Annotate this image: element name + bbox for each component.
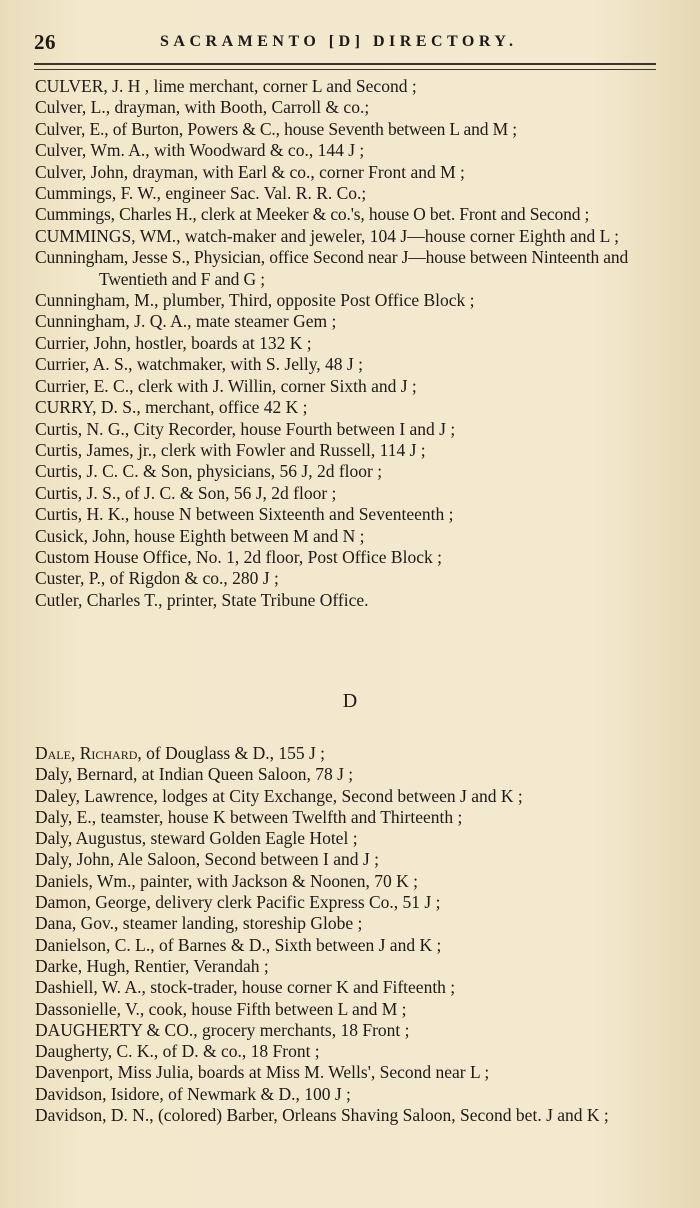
directory-entry: Daley, Lawrence, lodges at City Exchange, Second between J and K ; xyxy=(35,785,523,806)
directory-entry: Cummings, Charles H., clerk at Meeker & co.'s, house O bet. Front and Second ; xyxy=(35,204,590,225)
directory-entry: Dassonielle, V., cook, house Fifth between L and M ; xyxy=(35,998,407,1019)
directory-entry: CUMMINGS, WM., watch-maker and jeweler, 104 J—house corner Eighth and L ; xyxy=(35,225,619,246)
directory-entry: Curtis, James, jr., clerk with Fowler and Russell, 114 J ; xyxy=(35,439,426,460)
page-header xyxy=(34,30,664,56)
directory-entry: CURRY, D. S., merchant, office 42 K ; xyxy=(35,397,308,418)
directory-entry: Dashiell, W. A., stock-trader, house corner K and Fifteenth ; xyxy=(35,977,456,998)
directory-entry: Danielson, C. L., of Barnes & D., Sixth between J and K ; xyxy=(35,934,442,955)
directory-entry: Cunningham, Jesse S., Physician, office Second near J—house between Ninteenth and Twentieth and F and G ; xyxy=(35,247,629,289)
directory-entry: Daly, E., teamster, house K between Twelfth and Thirteenth ; xyxy=(35,806,463,827)
directory-entry: Curtis, N. G., City Recorder, house Fourth between I and J ; xyxy=(35,418,456,439)
section-d-entries xyxy=(35,743,663,1126)
directory-entry: Davidson, D. N., (colored) Barber, Orleans Shaving Saloon, Second bet. J and K ; xyxy=(35,1105,609,1126)
directory-entry: Cummings, F. W., engineer Sac. Val. R. R. Co.; xyxy=(35,183,367,204)
directory-entry: Curtis, J. C. C. & Son, physicians, 56 J, 2d floor ; xyxy=(35,461,383,482)
directory-entry: Culver, E., of Burton, Powers & C., house Seventh between L and M ; xyxy=(35,118,517,139)
directory-entry: DAUGHERTY & CO., grocery merchants, 18 Front ; xyxy=(35,1019,410,1040)
directory-entry: Davenport, Miss Julia, boards at Miss M. Wells', Second near L ; xyxy=(35,1062,490,1083)
directory-entry: Currier, E. C., clerk with J. Willin, corner Sixth and J ; xyxy=(35,375,417,396)
directory-entry: Culver, Wm. A., with Woodward & co., 144 J ; xyxy=(35,140,365,161)
directory-entry: Darke, Hugh, Rentier, Verandah ; xyxy=(35,955,269,976)
directory-entry: Currier, A. S., watchmaker, with S. Jelly, 48 J ; xyxy=(35,354,363,375)
directory-entry: Daly, John, Ale Saloon, Second between I and J ; xyxy=(35,849,379,870)
directory-entry: Daly, Bernard, at Indian Queen Saloon, 78 J ; xyxy=(35,764,354,785)
directory-entry xyxy=(35,743,663,764)
directory-entry: Custom House Office, No. 1, 2d floor, Post Office Block ; xyxy=(35,546,442,567)
directory-entry: Daly, Augustus, steward Golden Eagle Hotel ; xyxy=(35,828,358,849)
directory-entry: Daugherty, C. K., of D. & co., 18 Front ; xyxy=(35,1041,320,1062)
directory-entry: Curtis, J. S., of J. C. & Son, 56 J, 2d floor ; xyxy=(35,482,337,503)
directory-entry: Cusick, John, house Eighth between M and N ; xyxy=(35,525,365,546)
directory-entry: Culver, John, drayman, with Earl & co., corner Front and M ; xyxy=(35,161,465,182)
entry-details: of Douglass & D., 155 J ; xyxy=(141,743,326,763)
directory-entry: Culver, L., drayman, with Booth, Carroll & co.; xyxy=(35,97,370,118)
directory-entry: Dana, Gov., steamer landing, storeship Globe ; xyxy=(35,913,363,934)
directory-entry: Cutler, Charles T., printer, State Tribune Office. xyxy=(35,589,369,610)
section-c-entries xyxy=(35,76,663,611)
directory-entry: Damon, George, delivery clerk Pacific Express Co., 51 J ; xyxy=(35,892,441,913)
running-title: SACRAMENTO [D] DIRECTORY. xyxy=(160,33,518,50)
directory-entry: Curtis, H. K., house N between Sixteenth and Seventeenth ; xyxy=(35,504,454,525)
entry-name-small-caps: Dale, Richard, xyxy=(35,743,142,763)
directory-entry: Davidson, Isidore, of Newmark & D., 100 J ; xyxy=(35,1083,351,1104)
directory-entry: Cunningham, M., plumber, Third, opposite Post Office Block ; xyxy=(35,290,475,311)
section-heading-d: D xyxy=(342,690,358,712)
directory-entry: Cunningham, J. Q. A., mate steamer Gem ; xyxy=(35,311,337,332)
page-number: 26 xyxy=(34,30,56,54)
header-rule xyxy=(34,63,656,70)
directory-entry: CULVER, J. H , lime merchant, corner L and Second ; xyxy=(35,76,417,96)
directory-entry: Daniels, Wm., painter, with Jackson & Noonen, 70 K ; xyxy=(35,870,418,891)
directory-entry: Currier, John, hostler, boards at 132 K ; xyxy=(35,332,312,353)
directory-entry: Custer, P., of Rigdon & co., 280 J ; xyxy=(35,568,279,589)
